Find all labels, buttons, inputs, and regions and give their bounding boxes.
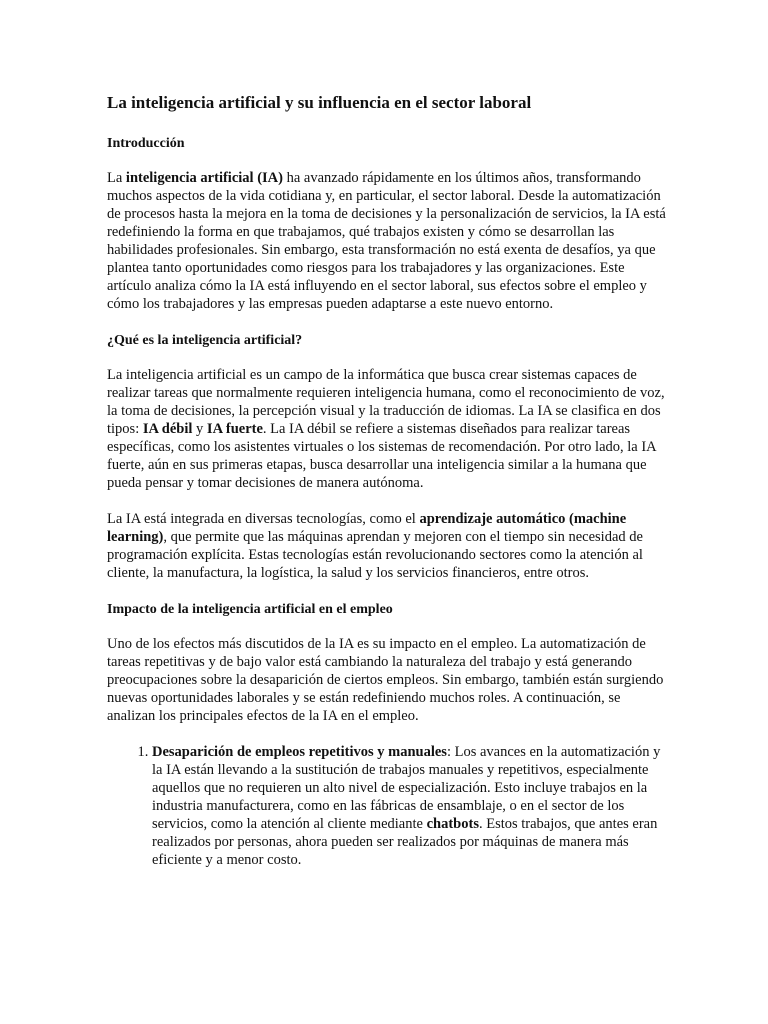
bold-term-machine-learning: aprendizaje automático (machine learning) xyxy=(107,511,627,545)
paragraph-impacto: Uno de los efectos más discutidos de la IA es su impacto en el empleo. La automatización de tareas repetitivas y de bajo valor está cambiando la naturaleza del trabajo y está generando preocupaciones sobre la desaparición de ciertos empleos. Sin embargo, también están surgiendo nuevas oportunidades laborales y se están redefiniendo muchos roles. A continuación, se analizan los principales efectos de la IA en el empleo. xyxy=(107,636,664,724)
numbered-list xyxy=(107,743,668,869)
list-item-title: Desaparición de empleos repetitivos y manuales xyxy=(152,744,447,760)
text-run: La IA está integrada en diversas tecnologías, como el xyxy=(107,511,420,527)
text-run: y xyxy=(192,421,207,437)
bold-term-chatbots: chatbots xyxy=(426,816,479,832)
text-run: : Los avances en la automatización y la IA están llevando a la sustitución de trabajos manuales y repetitivos, especialmente aquellos que no requieren un alto nivel de especialización. Esto incluye trabajos en la industria manufacturera, como en las fábricas de ensamblaje, o en el sector de los servicios, como la atención al cliente mediante xyxy=(152,744,661,832)
text-run: ha avanzado rápidamente en los últimos años, transformando muchos aspectos de la vida cotidiana y, en particular, el sector laboral. Desde la automatización de procesos hasta la mejora en la toma de decisiones y la personalización de servicios, la IA está redefiniendo la forma en que trabajamos, qué trabajos existen y cómo se desarrollan las habilidades profesionales. Sin embargo, esta transformación no está exenta de desafíos, ya que plantea tanto oportunidades como riesgos para los trabajadores y las organizaciones. Este artículo analiza cómo la IA está influyendo en el sector laboral, sus efectos sobre el empleo y cómo los trabajadores y las empresas pueden adaptarse a este nuevo entorno. xyxy=(107,170,666,312)
section-heading-que-es: ¿Qué es la inteligencia artificial? xyxy=(107,333,303,348)
bold-term-ia-fuerte: IA fuerte xyxy=(206,421,263,437)
bold-term-ia: inteligencia artificial (IA) xyxy=(125,170,283,186)
text-run: La xyxy=(107,170,126,186)
text-run: La inteligencia artificial es un campo de la informática que busca crear sistemas capaces de realizar tareas que normalmente requieren inteligencia humana, como el reconocimiento de voz, la toma de decisiones, la percepción visual y la traducción de idiomas. La IA se clasifica en dos tipos: xyxy=(107,367,665,437)
text-run: , que permite que las máquinas aprendan y mejoren con el tiempo sin necesidad de programación explícita. Estas tecnologías están revolucionando sectores como la atención al cliente, la manufactura, la logística, la salud y los servicios financieros, entre otros. xyxy=(107,529,643,581)
document-title: La inteligencia artificial y su influencia en el sector laboral xyxy=(107,93,532,112)
list-item xyxy=(152,743,668,869)
bold-term-ia-debil: IA débil xyxy=(142,421,193,437)
paragraph-intro xyxy=(107,169,668,313)
text-run: . La IA débil se refiere a sistemas diseñados para realizar tareas específicas, como los asistentes virtuales o los sistemas de recomendación. Por otro lado, la IA fuerte, aún en sus primeras etapas, busca desarrollar una inteligencia similar a la humana que pueda pensar y tomar decisiones de manera autónoma. xyxy=(107,421,656,491)
section-heading-introduccion: Introducción xyxy=(107,136,185,151)
paragraph-que-es-1 xyxy=(107,366,668,492)
text-run: . Estos trabajos, que antes eran realizados por personas, ahora pueden ser realizados por máquinas de manera más eficiente y a menor costo. xyxy=(152,816,658,868)
paragraph-que-es-2 xyxy=(107,510,668,582)
section-heading-impacto: Impacto de la inteligencia artificial en el empleo xyxy=(107,602,393,617)
